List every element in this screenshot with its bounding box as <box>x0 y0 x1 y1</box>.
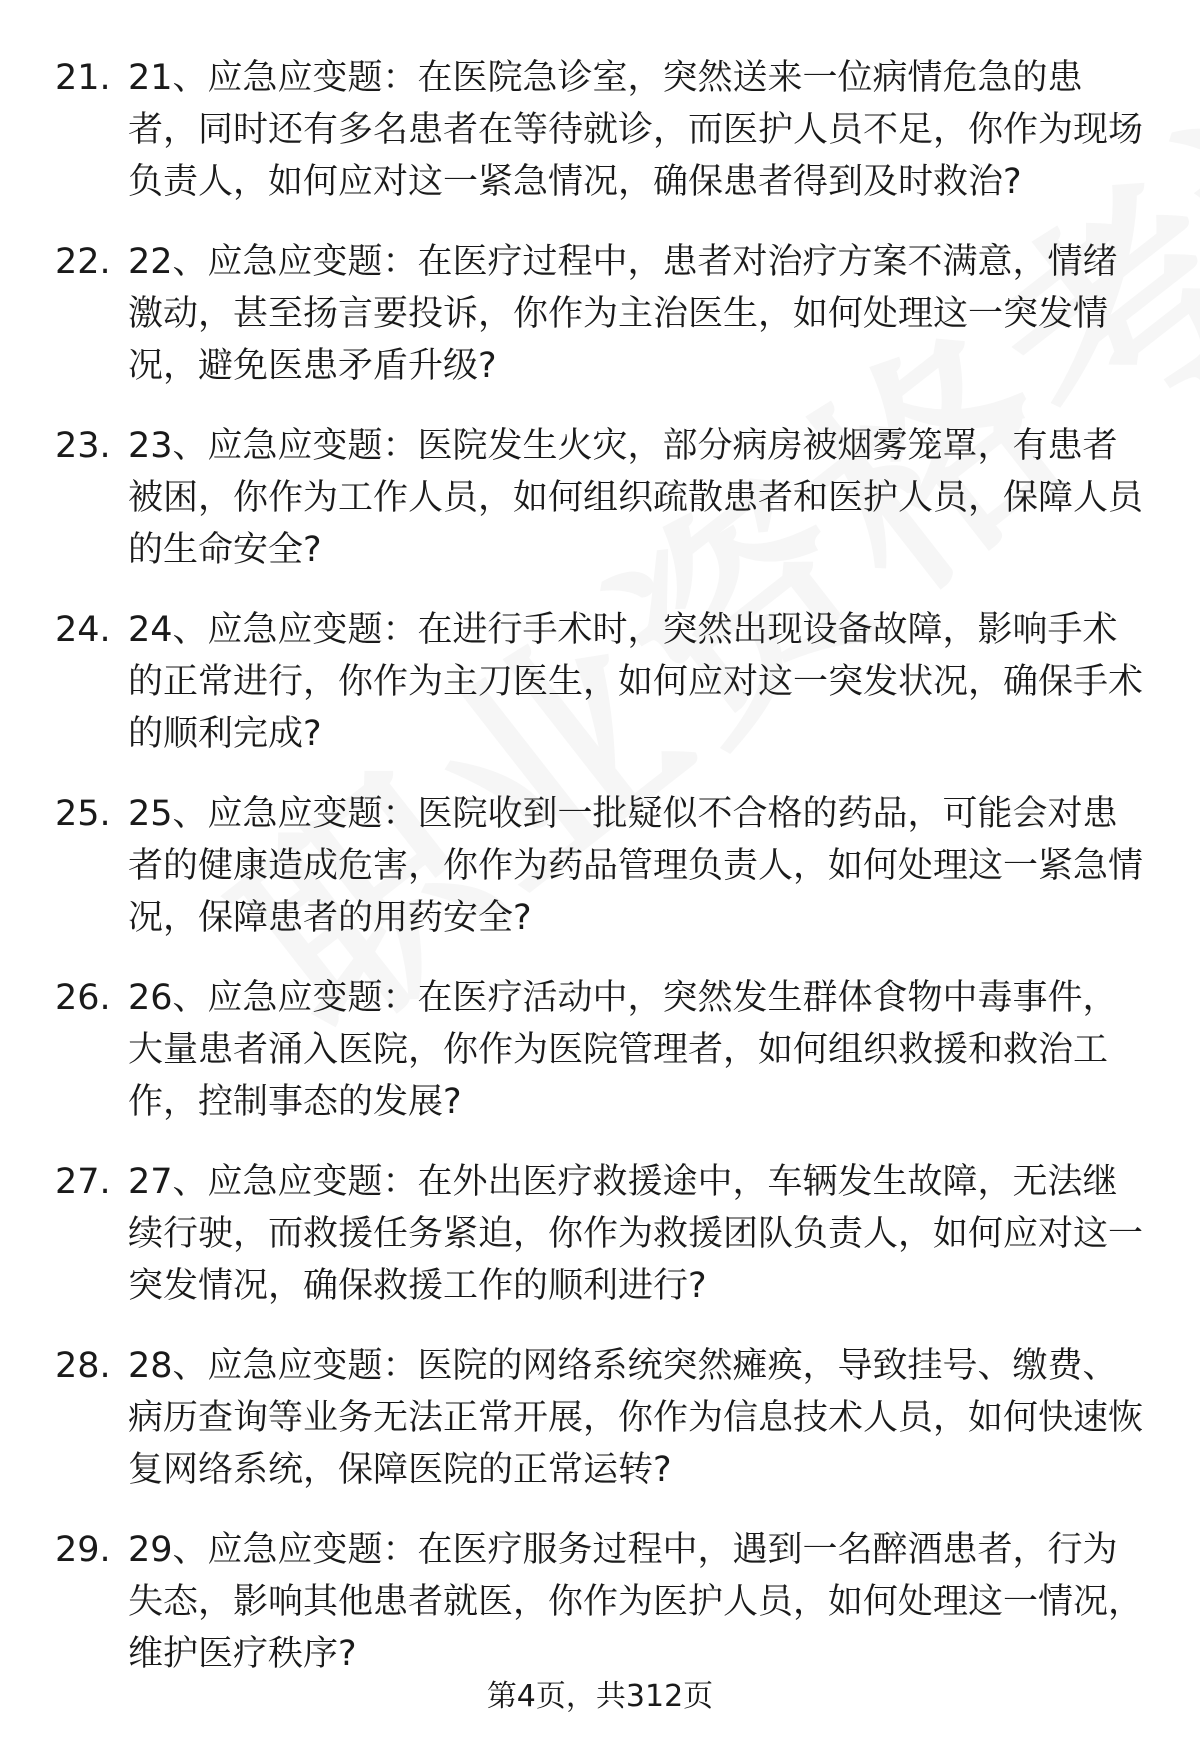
question-list <box>0 52 1200 1708</box>
question-item <box>0 788 1200 972</box>
question-item <box>0 604 1200 788</box>
question-item <box>0 972 1200 1156</box>
question-text: 25、应急应变题：医院收到一批疑似不合格的药品，可能会对患者的健康造成危害，你作为药品管理负责人，如何处理这一紧急情况，保障患者的用药安全? <box>128 794 1144 938</box>
question-number: 21. <box>55 58 111 98</box>
question-text: 27、应急应变题：在外出医疗救援途中，车辆发生故障，无法继续行驶，而救援任务紧迫，你作为救援团队负责人，如何应对这一突发情况，确保救援工作的顺利进行? <box>128 1162 1144 1306</box>
question-item <box>0 52 1200 236</box>
question-text: 24、应急应变题：在进行手术时，突然出现设备故障，影响手术的正常进行，你作为主刀医生，如何应对这一突发状况，确保手术的顺利完成? <box>128 610 1144 754</box>
question-text: 21、应急应变题：在医院急诊室，突然送来一位病情危急的患者，同时还有多名患者在等待就诊，而医护人员不足，你作为现场负责人，如何应对这一紧急情况，确保患者得到及时救治? <box>128 58 1144 202</box>
question-text: 29、应急应变题：在医疗服务过程中，遇到一名醉酒患者，行为失态，影响其他患者就医，你作为医护人员，如何处理这一情况，维护医疗秩序? <box>128 1530 1144 1674</box>
question-number: 26. <box>55 978 111 1018</box>
question-number: 25. <box>55 794 111 834</box>
question-number: 28. <box>55 1346 111 1386</box>
question-text: 23、应急应变题：医院发生火灾，部分病房被烟雾笼罩，有患者被困，你作为工作人员，如何组织疏散患者和医护人员，保障人员的生命安全? <box>128 426 1144 570</box>
question-text: 26、应急应变题：在医疗活动中，突然发生群体食物中毒事件，大量患者涌入医院，你作为医院管理者，如何组织救援和救治工作，控制事态的发展? <box>128 978 1118 1122</box>
question-number: 23. <box>55 426 111 466</box>
question-number: 27. <box>55 1162 111 1202</box>
question-item <box>0 420 1200 604</box>
question-item <box>0 1156 1200 1340</box>
page-footer: 第4页，共312页 <box>486 1679 714 1714</box>
question-item <box>0 1340 1200 1524</box>
question-number: 22. <box>55 242 111 282</box>
question-text: 28、应急应变题：医院的网络系统突然瘫痪，导致挂号、缴费、病历查询等业务无法正常开展，你作为信息技术人员，如何快速恢复网络系统，保障医院的正常运转? <box>128 1346 1144 1490</box>
question-item <box>0 236 1200 420</box>
question-text: 22、应急应变题：在医疗过程中，患者对治疗方案不满意，情绪激动，甚至扬言要投诉，你作为主治医生，如何处理这一突发情况，避免医患矛盾升级? <box>128 242 1118 386</box>
question-number: 29. <box>55 1530 111 1570</box>
question-number: 24. <box>55 610 111 650</box>
